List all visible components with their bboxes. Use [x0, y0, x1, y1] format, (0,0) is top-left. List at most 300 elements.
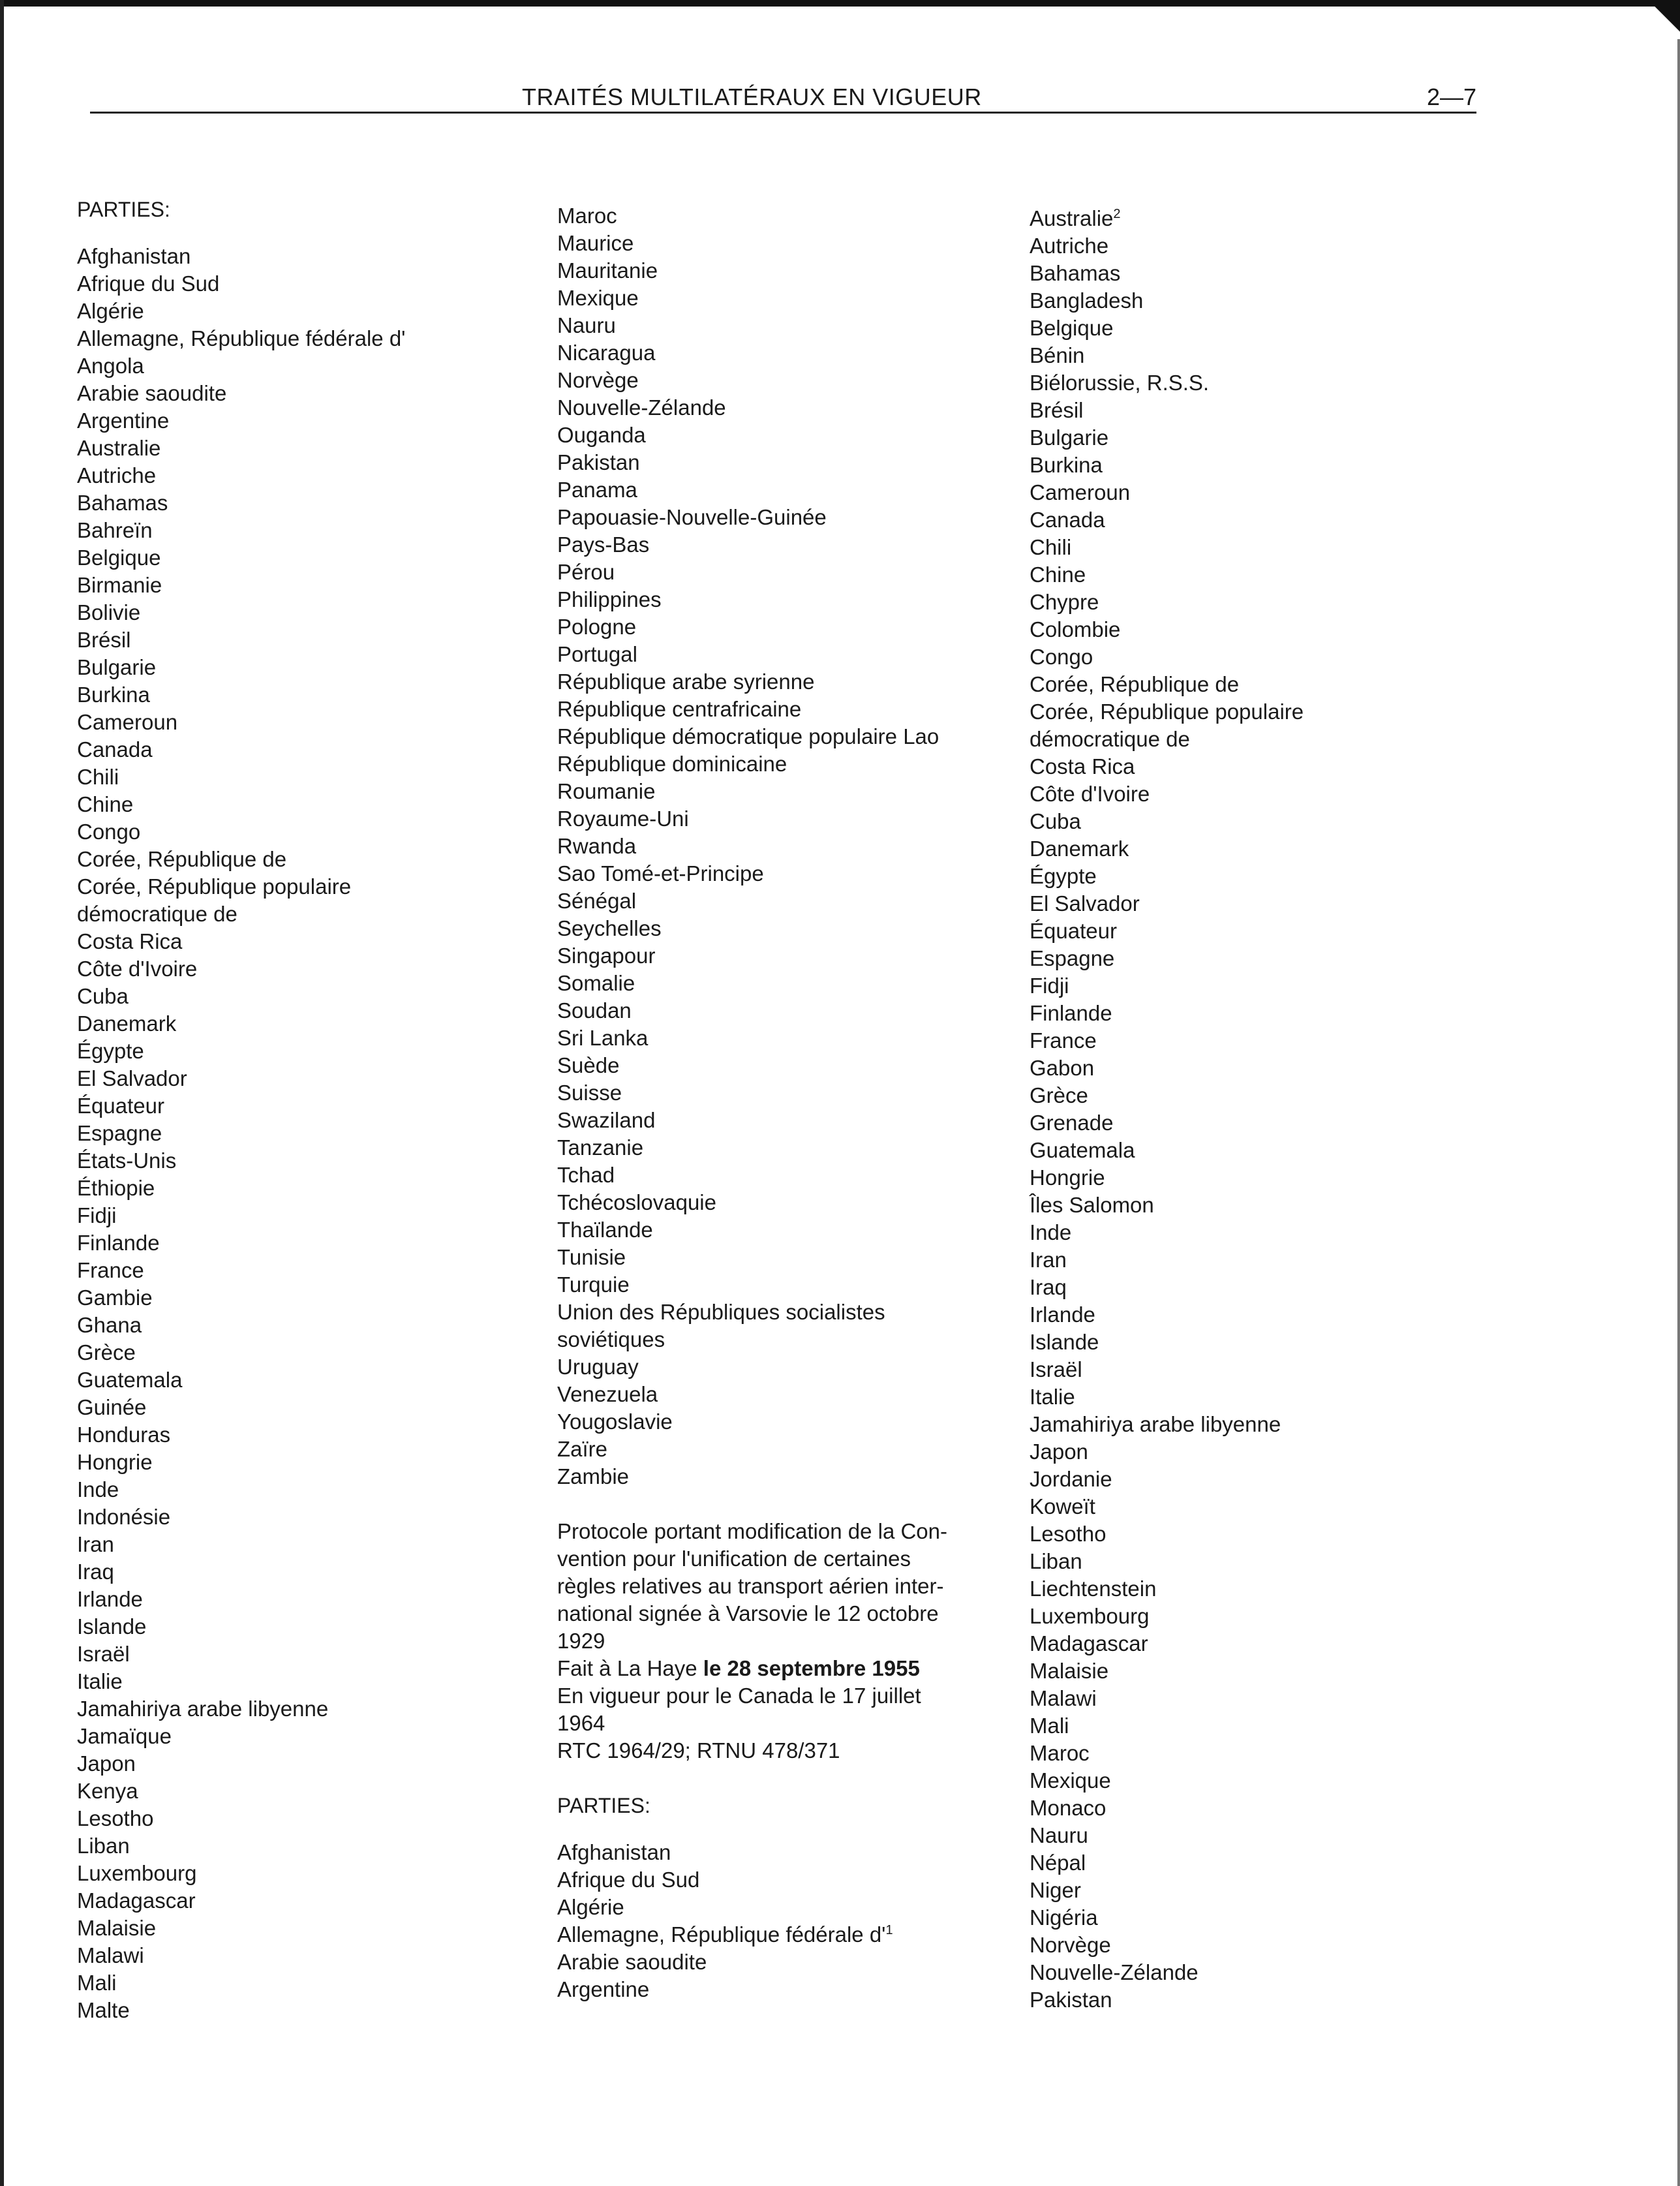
- list-item: [77, 1942, 534, 1969]
- list-item: [1030, 1548, 1486, 1575]
- item-label: Nauru: [1030, 1823, 1088, 1847]
- list-item: [1030, 726, 1486, 753]
- item-label: Honduras: [77, 1423, 171, 1447]
- item-label: Madagascar: [77, 1888, 196, 1913]
- item-label: Zaïre: [557, 1437, 608, 1461]
- item-label: Égypte: [77, 1039, 144, 1063]
- list-item: [1030, 1219, 1486, 1246]
- list-item: [77, 298, 534, 325]
- column-3: [1030, 205, 1486, 2014]
- list-item: [557, 1353, 1014, 1381]
- scan-border-right: [1677, 39, 1680, 2186]
- item-label: Finlande: [77, 1231, 160, 1255]
- list-item: [77, 1887, 534, 1915]
- item-label: Liban: [1030, 1549, 1082, 1573]
- item-label: Argentine: [557, 1977, 650, 2001]
- list-item: [1030, 589, 1486, 616]
- list-item: [77, 243, 534, 270]
- column-1: [77, 196, 534, 2024]
- item-label: Portugal: [557, 642, 637, 666]
- item-label: Espagne: [1030, 946, 1115, 970]
- list-item: [557, 202, 1014, 230]
- protocol-title-line: Protocole portant modification de la Con-: [557, 1519, 947, 1543]
- done-date: le 28 septembre 1955: [703, 1656, 920, 1680]
- item-label: Sénégal: [557, 889, 637, 913]
- item-label: Ghana: [77, 1313, 142, 1337]
- footnote-marker: 2: [1113, 207, 1121, 221]
- list-item: [77, 709, 534, 736]
- item-label: Malaisie: [1030, 1659, 1109, 1683]
- item-label: Turquie: [557, 1272, 630, 1297]
- item-label: Cuba: [1030, 809, 1081, 833]
- scan-corner-fold: [1641, 0, 1680, 39]
- item-label: Niger: [1030, 1878, 1081, 1902]
- list-item: [1030, 1329, 1486, 1356]
- item-label: Belgique: [77, 546, 161, 570]
- item-label: Maurice: [557, 231, 634, 255]
- done-prefix: Fait à La Haye: [557, 1656, 703, 1680]
- item-label: Irlande: [77, 1587, 143, 1611]
- protocol-title-line: règles relatives au transport aérien inter-: [557, 1574, 944, 1598]
- list-item: [1030, 452, 1486, 479]
- item-label: Canada: [77, 737, 153, 762]
- item-label: Allemagne, République fédérale d': [77, 326, 406, 350]
- list-item: [1030, 643, 1486, 671]
- list-item: [557, 668, 1014, 696]
- item-label: Éthiopie: [77, 1176, 155, 1200]
- item-label: Mali: [77, 1971, 117, 1995]
- list-item: [77, 928, 534, 955]
- item-label: Burkina: [1030, 453, 1103, 477]
- list-item: [1030, 1164, 1486, 1192]
- item-label: Italie: [1030, 1385, 1075, 1409]
- item-label: Canada: [1030, 508, 1105, 532]
- list-item: [77, 626, 534, 654]
- item-label: Bulgarie: [1030, 425, 1109, 450]
- item-label: Papouasie-Nouvelle-Guinée: [557, 505, 827, 529]
- list-item: [1030, 479, 1486, 506]
- list-item: [1030, 1575, 1486, 1603]
- treaty-references: RTC 1964/29; RTNU 478/371: [557, 1738, 840, 1763]
- item-label: Égypte: [1030, 864, 1097, 888]
- list-item: [77, 1120, 534, 1147]
- item-label: Royaume-Uni: [557, 807, 689, 831]
- item-label: Liechtenstein: [1030, 1577, 1157, 1601]
- list-item: [77, 955, 534, 983]
- item-label: Maroc: [557, 204, 617, 228]
- list-item: [1030, 1411, 1486, 1438]
- item-label: Bulgarie: [77, 655, 157, 679]
- item-label: Mauritanie: [557, 258, 658, 283]
- item-label: Liban: [77, 1834, 130, 1858]
- page-title: TRAITÉS MULTILATÉRAUX EN VIGUEUR: [522, 84, 982, 110]
- item-label: Grenade: [1030, 1111, 1114, 1135]
- item-label: Chine: [1030, 562, 1086, 587]
- item-label: Népal: [1030, 1851, 1086, 1875]
- list-item: [1030, 945, 1486, 972]
- list-item: [77, 1284, 534, 1312]
- list-item: [557, 833, 1014, 860]
- list-item: [557, 1436, 1014, 1463]
- protocol-block: [557, 1518, 1014, 1764]
- list-item: [77, 1202, 534, 1229]
- list-item: [557, 312, 1014, 339]
- parties-label: PARTIES:: [77, 198, 170, 221]
- list-item: [1030, 1027, 1486, 1055]
- item-label: Cameroun: [77, 710, 178, 734]
- list-item: [1030, 1712, 1486, 1740]
- protocol-parties-list-continued: [1030, 232, 1486, 2014]
- item-label: Tchad: [557, 1163, 615, 1187]
- list-item: [1030, 315, 1486, 342]
- list-item: [1030, 1466, 1486, 1493]
- item-label: Nouvelle-Zélande: [1030, 1960, 1199, 1984]
- item-label: Argentine: [77, 408, 170, 433]
- list-item: [77, 544, 534, 572]
- list-item: [557, 696, 1014, 723]
- list-item: [77, 1695, 534, 1723]
- protocol-parties-list: [557, 1839, 1014, 2003]
- item-label: Jamahiriya arabe libyenne: [77, 1697, 329, 1721]
- list-item: [557, 1976, 1014, 2003]
- item-label: Autriche: [77, 463, 157, 487]
- list-item: [1030, 1877, 1486, 1904]
- item-label: Madagascar: [1030, 1631, 1148, 1655]
- item-label: Chili: [1030, 535, 1072, 559]
- item-label: Luxembourg: [77, 1861, 197, 1885]
- list-item: [77, 1476, 534, 1503]
- item-label: Biélorussie, R.S.S.: [1030, 371, 1210, 395]
- item-label: Chypre: [1030, 590, 1099, 614]
- list-item: [557, 1134, 1014, 1162]
- item-label: Malte: [77, 1998, 130, 2022]
- list-item: [77, 407, 534, 435]
- list-item: [557, 1216, 1014, 1244]
- list-item: [557, 449, 1014, 476]
- list-item: [557, 860, 1014, 887]
- list-item: [1030, 1274, 1486, 1301]
- entry-into-force-line: 1964: [557, 1711, 605, 1735]
- item-label: Kenya: [77, 1779, 138, 1803]
- list-item: [557, 586, 1014, 613]
- list-item: [1030, 561, 1486, 589]
- item-label: Afghanistan: [557, 1840, 671, 1864]
- item-label: Somalie: [557, 971, 635, 995]
- item-label: Chili: [77, 765, 119, 789]
- list-item: [557, 750, 1014, 778]
- item-label: Jamaïque: [77, 1724, 172, 1748]
- item-label: Inde: [77, 1477, 119, 1501]
- list-item: [1030, 397, 1486, 424]
- list-item: [77, 1449, 534, 1476]
- list-item: [557, 1839, 1014, 1866]
- item-label: Grèce: [1030, 1083, 1088, 1107]
- list-item: [77, 1558, 534, 1586]
- item-label: États-Unis: [77, 1148, 177, 1173]
- list-item: [557, 641, 1014, 668]
- list-item: [557, 1866, 1014, 1894]
- list-item: [77, 1065, 534, 1092]
- item-label: Malaisie: [77, 1916, 157, 1940]
- list-item: [557, 1326, 1014, 1353]
- list-item: [557, 613, 1014, 641]
- list-item: [77, 1394, 534, 1421]
- list-item: [1030, 671, 1486, 698]
- list-item: [77, 1312, 534, 1339]
- list-item: [1030, 506, 1486, 534]
- item-label: Jamahiriya arabe libyenne: [1030, 1412, 1281, 1436]
- list-item: [557, 1107, 1014, 1134]
- item-label: Afghanistan: [77, 244, 191, 268]
- item-label: Mexique: [1030, 1768, 1111, 1793]
- list-item: [1030, 1493, 1486, 1520]
- list-item: [557, 1244, 1014, 1271]
- item-label: Hongrie: [1030, 1165, 1105, 1190]
- item-label: Yougoslavie: [557, 1409, 673, 1434]
- item-label: Norvège: [557, 368, 639, 392]
- list-item: [557, 230, 1014, 257]
- list-item: [1030, 1740, 1486, 1767]
- item-label: Congo: [77, 820, 141, 844]
- footnote-marker: 1: [885, 1923, 893, 1937]
- item-label: France: [77, 1258, 144, 1282]
- item-label: Guatemala: [1030, 1138, 1135, 1162]
- list-item: [557, 997, 1014, 1024]
- scan-border-left: [0, 0, 4, 2186]
- list-item: [1030, 616, 1486, 643]
- item-label: Japon: [77, 1751, 136, 1776]
- parties-list-continued: [557, 202, 1014, 1490]
- item-label: démocratique de: [77, 902, 237, 926]
- list-item: [557, 887, 1014, 915]
- item-label: Bolivie: [77, 600, 141, 624]
- list-item: [77, 1832, 534, 1860]
- list-item: [557, 1921, 1014, 1948]
- item-label: Australie: [77, 436, 161, 460]
- list-item: [77, 818, 534, 846]
- item-label: Panama: [557, 478, 637, 502]
- list-item: [77, 1805, 534, 1832]
- item-label: Côte d'Ivoire: [1030, 782, 1150, 806]
- list-item: [557, 476, 1014, 504]
- item-label: Nicaragua: [557, 341, 656, 365]
- list-item: [77, 1229, 534, 1257]
- list-item: [1030, 534, 1486, 561]
- list-item: [77, 1092, 534, 1120]
- list-item: [557, 394, 1014, 422]
- list-item: [77, 1778, 534, 1805]
- list-item: [1030, 369, 1486, 397]
- item-label: Seychelles: [557, 916, 662, 940]
- item-label: Corée, République populaire: [77, 874, 352, 899]
- item-label: Pakistan: [557, 450, 640, 474]
- list-item: [1030, 1685, 1486, 1712]
- item-label: Nigéria: [1030, 1905, 1098, 1930]
- list-item: [77, 1997, 534, 2024]
- list-item: [557, 339, 1014, 367]
- list-item: [557, 1271, 1014, 1299]
- list-item: [1030, 342, 1486, 369]
- protocol-done-line: [557, 1655, 1014, 1682]
- item-label: Islande: [1030, 1330, 1099, 1354]
- item-label: Malawi: [1030, 1686, 1097, 1710]
- item-label: Suisse: [557, 1081, 622, 1105]
- item-label: Norvège: [1030, 1933, 1111, 1957]
- list-item: [1030, 1603, 1486, 1630]
- item-label: Nouvelle-Zélande: [557, 395, 726, 420]
- list-item: [77, 352, 534, 380]
- list-item: [557, 942, 1014, 970]
- item-label: Italie: [77, 1669, 123, 1693]
- item-label: Belgique: [1030, 316, 1114, 340]
- item-label: Nauru: [557, 313, 616, 337]
- item-label: Iran: [77, 1532, 114, 1556]
- list-item: [1030, 1109, 1486, 1137]
- list-item: [77, 435, 534, 462]
- list-item: [77, 1915, 534, 1942]
- list-item: [1030, 1301, 1486, 1329]
- list-item: [77, 1257, 534, 1284]
- item-label: démocratique de: [1030, 727, 1190, 751]
- list-item: [557, 805, 1014, 833]
- item-label: Côte d'Ivoire: [77, 957, 198, 981]
- list-item: [77, 873, 534, 901]
- item-label: Singapour: [557, 944, 656, 968]
- item-label: République démocratique populaire Lao: [557, 724, 939, 748]
- item-label: Tanzanie: [557, 1135, 644, 1160]
- list-item: [77, 791, 534, 818]
- list-item: [1030, 835, 1486, 863]
- list-item: [77, 846, 534, 873]
- item-label: Danemark: [1030, 837, 1129, 861]
- item-label: Cuba: [77, 984, 129, 1008]
- list-item: [77, 1860, 534, 1887]
- item-label: Ouganda: [557, 423, 646, 447]
- list-item: [77, 1531, 534, 1558]
- list-item: [557, 915, 1014, 942]
- item-label: Koweït: [1030, 1494, 1095, 1518]
- item-label: Allemagne, République fédérale d': [557, 1922, 886, 1947]
- item-label: Angola: [77, 354, 144, 378]
- list-item: [77, 1640, 534, 1668]
- list-item: [1030, 1082, 1486, 1109]
- list-item: [77, 1175, 534, 1202]
- list-item: [557, 531, 1014, 559]
- item-label: Luxembourg: [1030, 1604, 1150, 1628]
- item-label: France: [1030, 1028, 1097, 1053]
- item-label: Guinée: [77, 1395, 147, 1419]
- item-label: Rwanda: [557, 834, 637, 858]
- item-label: Uruguay: [557, 1355, 639, 1379]
- protocol-title-line: 1929: [557, 1629, 605, 1653]
- item-label: Soudan: [557, 998, 632, 1023]
- item-label: El Salvador: [1030, 891, 1140, 916]
- item-label: Corée, République populaire: [1030, 700, 1304, 724]
- header-rule: [90, 112, 1476, 114]
- list-item: [77, 1750, 534, 1778]
- list-item: [557, 1024, 1014, 1052]
- item-label: Bahamas: [77, 491, 168, 515]
- list-item: [557, 1189, 1014, 1216]
- item-label: Islande: [77, 1614, 147, 1639]
- list-item: [77, 517, 534, 544]
- list-item: [557, 285, 1014, 312]
- item-label: Burkina: [77, 683, 150, 707]
- list-item: [77, 1586, 534, 1613]
- item-label: Maroc: [1030, 1741, 1090, 1765]
- list-item: [1030, 1849, 1486, 1877]
- item-label: Pakistan: [1030, 1988, 1112, 2012]
- item-label: Bahamas: [1030, 261, 1121, 285]
- list-item: [77, 1969, 534, 1997]
- item-label: Algérie: [77, 299, 144, 323]
- item-label: Monaco: [1030, 1796, 1107, 1820]
- item-label: Philippines: [557, 587, 662, 611]
- list-item: [1030, 1438, 1486, 1466]
- item-label: Afrique du Sud: [77, 271, 220, 296]
- list-item: [557, 367, 1014, 394]
- list-item: [1030, 1055, 1486, 1082]
- list-item: [1030, 1000, 1486, 1027]
- item-label: Lesotho: [1030, 1522, 1107, 1546]
- item-label: Swaziland: [557, 1108, 656, 1132]
- list-item: [557, 1079, 1014, 1107]
- list-item: [77, 1010, 534, 1038]
- list-item: [1030, 1767, 1486, 1794]
- list-item: [1030, 424, 1486, 452]
- list-item: [1030, 1630, 1486, 1657]
- list-item: [77, 1421, 534, 1449]
- list-item: [557, 970, 1014, 997]
- item-label: Pologne: [557, 615, 637, 639]
- item-label: Sao Tomé-et-Principe: [557, 861, 764, 885]
- list-item: [1030, 1986, 1486, 2014]
- item-label: Iraq: [77, 1560, 114, 1584]
- item-label: Suède: [557, 1053, 620, 1077]
- item-label: Hongrie: [77, 1450, 153, 1474]
- list-item: [1030, 1822, 1486, 1849]
- list-item: [1030, 1959, 1486, 1986]
- item-label: République centrafricaine: [557, 697, 802, 721]
- list-item: [1030, 1383, 1486, 1411]
- list-item: [1030, 205, 1486, 232]
- item-label: soviétiques: [557, 1327, 665, 1351]
- item-label: Gabon: [1030, 1056, 1095, 1080]
- list-item: [1030, 808, 1486, 835]
- item-label: Arabie saoudite: [557, 1950, 707, 1974]
- item-label: Jordanie: [1030, 1467, 1112, 1491]
- item-label: Inde: [1030, 1220, 1072, 1244]
- item-label: Israël: [1030, 1357, 1082, 1381]
- item-label: Israël: [77, 1642, 130, 1666]
- protocol-title-line: vention pour l'unification de certaines: [557, 1547, 911, 1571]
- list-item: [77, 1503, 534, 1531]
- list-item: [77, 654, 534, 681]
- list-item: [557, 778, 1014, 805]
- item-label: Pays-Bas: [557, 532, 650, 557]
- list-item: [1030, 863, 1486, 890]
- item-label: Corée, République de: [1030, 672, 1240, 696]
- item-label: Costa Rica: [77, 929, 183, 953]
- item-label: Lesotho: [77, 1806, 154, 1830]
- item-label: Cameroun: [1030, 480, 1131, 504]
- list-item: [77, 983, 534, 1010]
- list-item: [557, 1052, 1014, 1079]
- item-label: Grèce: [77, 1340, 136, 1364]
- list-item: [557, 1299, 1014, 1326]
- item-label: Brésil: [1030, 398, 1084, 422]
- item-label: Iraq: [1030, 1275, 1067, 1299]
